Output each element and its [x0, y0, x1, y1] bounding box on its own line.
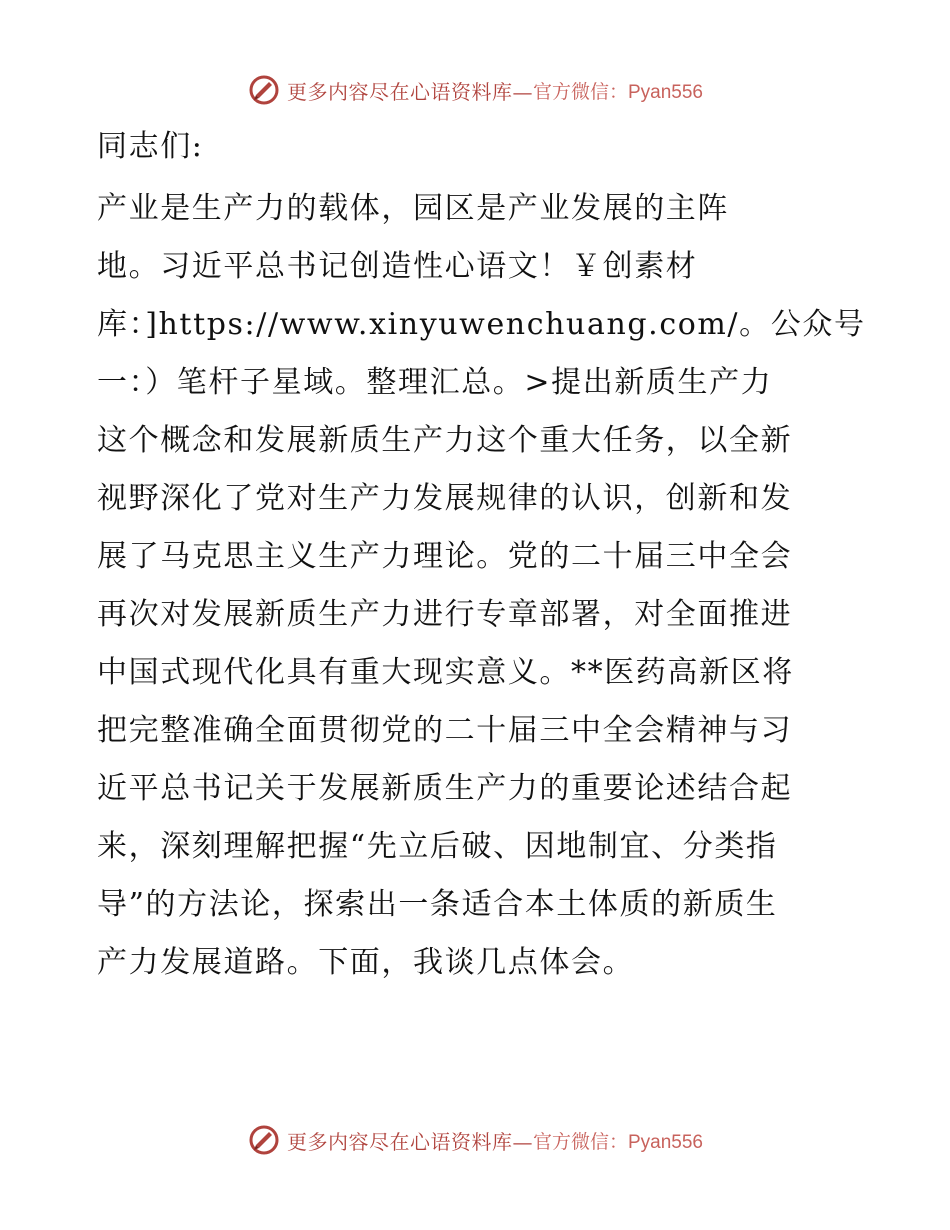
greeting: 同志们: — [97, 129, 204, 164]
banner-wechat-text: 官方微信：Pyan556 — [532, 1131, 703, 1153]
body-line: 库：]https://www.xinyuwenchuang.com/。公众号 — [97, 307, 866, 342]
header-watermark-banner — [0, 70, 950, 110]
body-line: 一：）笔杆子星域。整理汇总。>提出新质生产力 — [97, 365, 773, 400]
footer-watermark-banner — [0, 1120, 950, 1160]
body-line: 来，深刻理解把握“先立后破、因地制宜、分类指 — [97, 829, 778, 864]
body-line: 展了马克思主义生产力理论。党的二十届三中全会 — [97, 539, 793, 574]
body-line: 近平总书记关于发展新质生产力的重要论述结合起 — [97, 771, 793, 806]
body-line: 产业是生产力的载体，园区是产业发展的主阵 — [97, 191, 729, 226]
body-line: 地。习近平总书记创造性心语文！￥创素材 — [97, 249, 698, 284]
body-line: 这个概念和发展新质生产力这个重大任务，以全新 — [97, 423, 793, 458]
body-line: 产力发展道路。下面，我谈几点体会。 — [97, 945, 635, 980]
body-line: 再次对发展新质生产力进行专章部署，对全面推进 — [97, 597, 793, 632]
body-line: 导”的方法论，探索出一条适合本土体质的新质生 — [97, 887, 778, 922]
banner-library-text: 更多内容尽在心语资料库— — [286, 79, 533, 104]
library-logo-icon — [247, 1123, 281, 1157]
body-line: 视野深化了党对生产力发展规律的认识，创新和发 — [97, 481, 793, 516]
banner-wechat-text: 官方微信：Pyan556 — [532, 81, 703, 103]
library-logo-icon — [247, 73, 281, 107]
body-line: 把完整准确全面贯彻党的二十届三中全会精神与习 — [97, 713, 793, 748]
body-line: 中国式现代化具有重大现实意义。**医药高新区将 — [97, 655, 794, 690]
document-body — [97, 118, 866, 992]
banner-library-text: 更多内容尽在心语资料库— — [286, 1129, 533, 1154]
